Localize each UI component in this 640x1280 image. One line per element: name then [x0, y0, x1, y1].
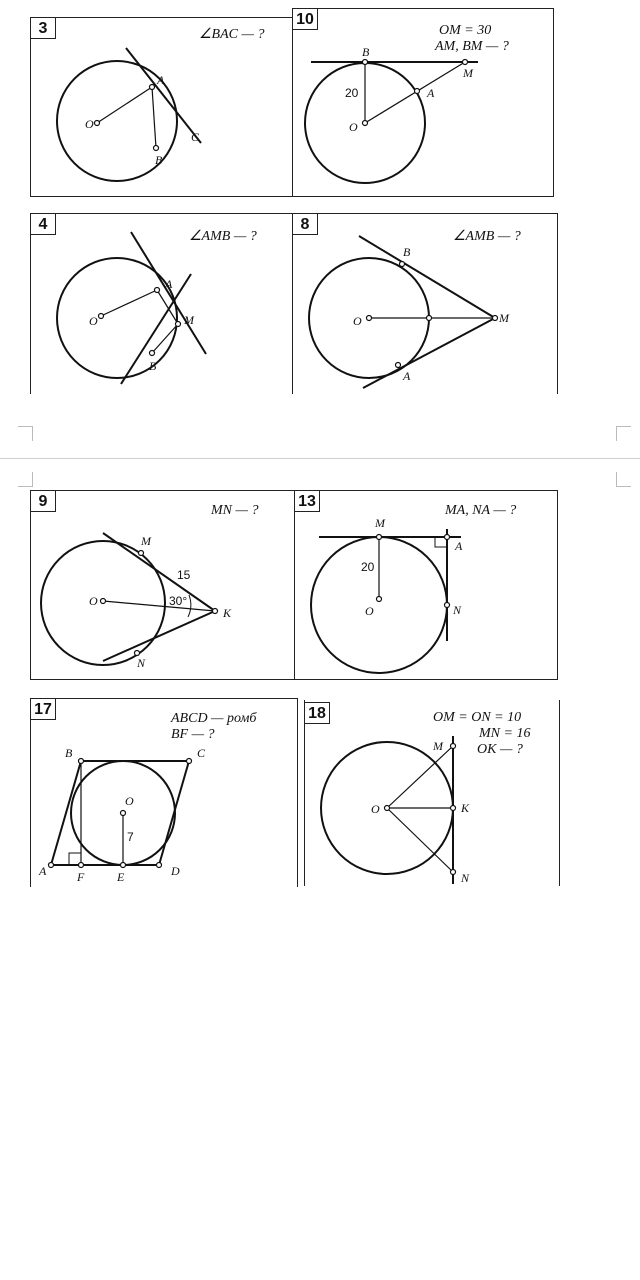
problem-10-panel	[292, 8, 554, 197]
problem-number: 8	[292, 213, 318, 235]
problem-4-panel	[30, 213, 294, 394]
label-c: C	[191, 130, 200, 144]
figure-13	[295, 491, 557, 679]
label-m: M	[499, 311, 509, 325]
label-m: M	[141, 534, 151, 548]
label-k: K	[223, 606, 232, 620]
length-20: 20	[345, 86, 359, 100]
label-m: M	[375, 516, 385, 530]
label-a: A	[427, 86, 435, 100]
label-a: A	[165, 277, 173, 291]
figure-18	[305, 700, 559, 886]
problem-number: 4	[30, 213, 56, 235]
page-corner-mark	[18, 426, 33, 441]
label-o: O	[349, 120, 358, 134]
page-corner-mark	[616, 472, 631, 487]
label-n: N	[137, 656, 146, 670]
length-15: 15	[177, 568, 191, 582]
page-corner-mark	[18, 472, 33, 487]
given-3: OK — ?	[477, 742, 523, 757]
problem-17-panel	[30, 698, 298, 887]
length-7: 7	[127, 830, 134, 844]
label-o: O	[89, 314, 98, 328]
problem-number: 3	[30, 17, 56, 39]
label-o: O	[85, 117, 94, 131]
given-1: OM = 30	[439, 23, 492, 38]
given-2: MN = 16	[479, 726, 531, 741]
problem-3-panel	[30, 17, 294, 197]
angle-30: 30°	[169, 594, 188, 608]
problem-number: 9	[30, 490, 56, 512]
label-m: M	[184, 313, 194, 327]
label-m: M	[433, 739, 443, 753]
page-divider	[0, 458, 640, 459]
label-a: A	[39, 864, 47, 878]
problem-number: 10	[292, 8, 318, 30]
label-o: O	[89, 594, 98, 608]
label-a: A	[403, 369, 411, 383]
label-e: E	[117, 870, 125, 884]
label-m: M	[463, 66, 473, 80]
label-o: O	[353, 314, 362, 328]
problem-question: ∠AMB — ?	[189, 229, 257, 244]
problem-question: ∠AMB — ?	[453, 229, 521, 244]
label-f: F	[77, 870, 85, 884]
given-1: ABCD — ромб	[171, 711, 257, 726]
label-n: N	[453, 603, 462, 617]
label-b: B	[362, 45, 370, 59]
page-corner-mark	[616, 426, 631, 441]
figure-3	[31, 18, 293, 196]
given-1: OM = ON = 10	[433, 710, 522, 725]
label-o: O	[125, 794, 134, 808]
figure-4	[31, 214, 293, 394]
problem-8-panel	[292, 213, 558, 394]
problem-9-panel	[30, 490, 296, 680]
label-o: O	[365, 604, 374, 618]
given-2: BF — ?	[171, 727, 215, 742]
problem-question: MA, NA — ?	[445, 503, 517, 518]
problem-question: MN — ?	[211, 503, 259, 518]
problem-number: 13	[294, 490, 320, 512]
figure-17	[31, 699, 297, 887]
given-2: AM, BM — ?	[435, 39, 509, 54]
label-a: A	[157, 73, 165, 87]
label-k: K	[461, 801, 470, 815]
label-b: B	[149, 359, 157, 373]
label-d: D	[171, 864, 180, 878]
figure-9	[31, 491, 295, 679]
label-a: A	[455, 539, 463, 553]
problem-number: 18	[304, 702, 330, 724]
label-b: B	[155, 153, 163, 167]
label-n: N	[461, 871, 470, 885]
figure-10	[293, 9, 553, 196]
label-b: B	[65, 746, 73, 760]
label-o: O	[371, 802, 380, 816]
length-20: 20	[361, 560, 375, 574]
figure-8	[293, 214, 557, 394]
problem-question: ∠BAC — ?	[199, 27, 265, 42]
label-c: C	[197, 746, 206, 760]
problem-18-panel	[304, 700, 560, 886]
problem-number: 17	[30, 698, 56, 720]
label-b: B	[403, 245, 411, 259]
problem-13-panel	[294, 490, 558, 680]
